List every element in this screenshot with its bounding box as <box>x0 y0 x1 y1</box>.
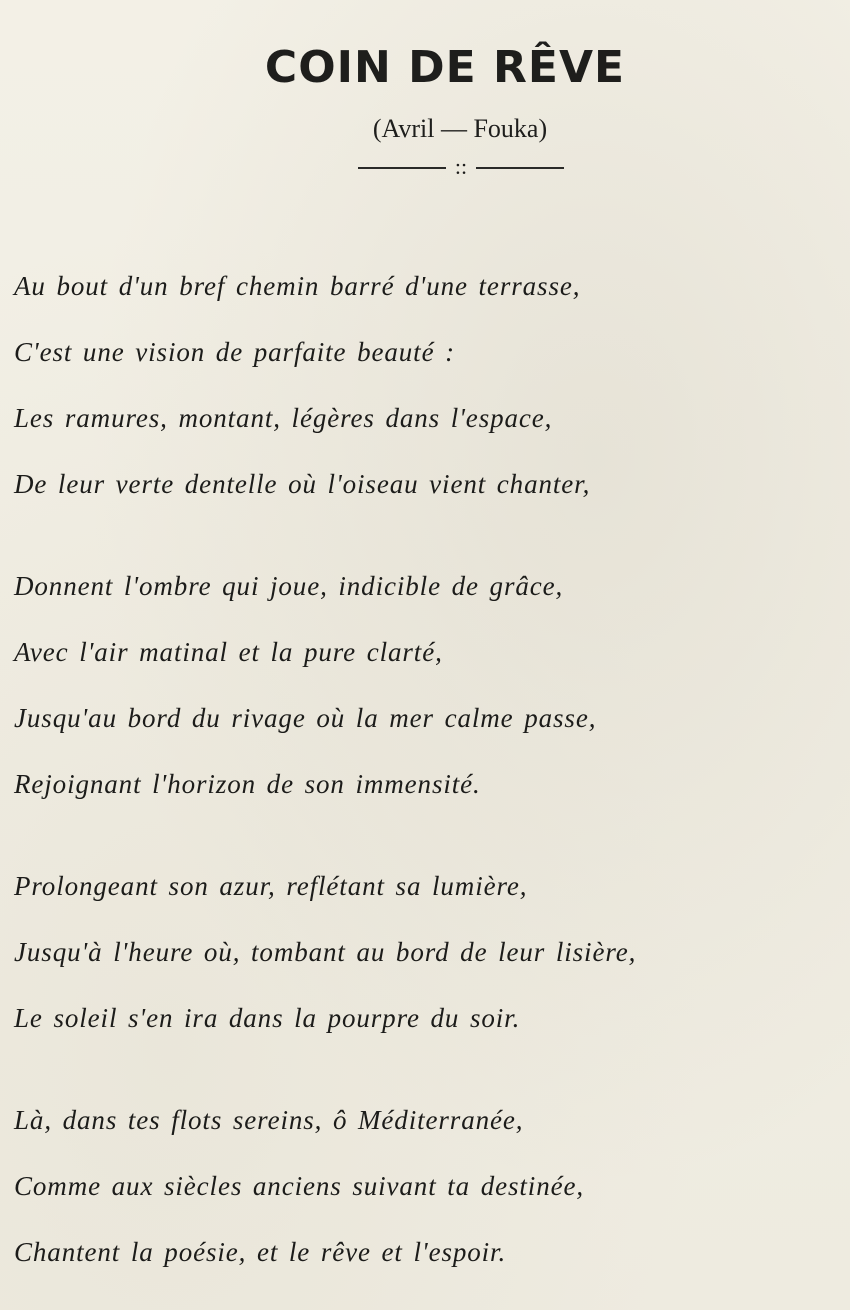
verse-line: Prolongeant son azur, reflétant sa lumière, <box>14 871 528 901</box>
verse-line: Comme aux siècles anciens suivant ta destinée, <box>14 1171 585 1201</box>
poem-title: COIN DE RÊVE <box>264 42 626 93</box>
verse-line: Au bout d'un bref chemin barré d'une terrasse, <box>14 271 581 301</box>
verse-line: De leur verte dentelle où l'oiseau vient chanter, <box>14 469 591 499</box>
separator-line-right <box>476 167 564 169</box>
verse-line: Le soleil s'en ira dans la pourpre du soir. <box>14 1003 521 1033</box>
verse-line: Là, dans tes flots sereins, ô Méditerranée, <box>14 1105 524 1135</box>
verse-line: Chantent la poésie, et le rêve et l'espoir. <box>14 1237 507 1267</box>
verse-line: Jusqu'au bord du rivage où la mer calme passe, <box>14 703 597 733</box>
separator-mark: :: <box>454 154 468 179</box>
poem-subtitle: (Avril — Fouka) <box>372 114 548 143</box>
verse-line: C'est une vision de parfaite beauté : <box>14 337 455 367</box>
separator-line-left <box>358 167 446 169</box>
verse-line: Les ramures, montant, légères dans l'espace, <box>14 403 553 433</box>
verse-line: Avec l'air matinal et la pure clarté, <box>14 637 443 667</box>
verse-line: Rejoignant l'horizon de son immensité. <box>14 769 481 799</box>
verse-line: Donnent l'ombre qui joue, indicible de grâce, <box>14 571 564 601</box>
title-separator <box>358 152 564 182</box>
verse-line: Jusqu'à l'heure où, tombant au bord de leur lisière, <box>14 937 637 967</box>
